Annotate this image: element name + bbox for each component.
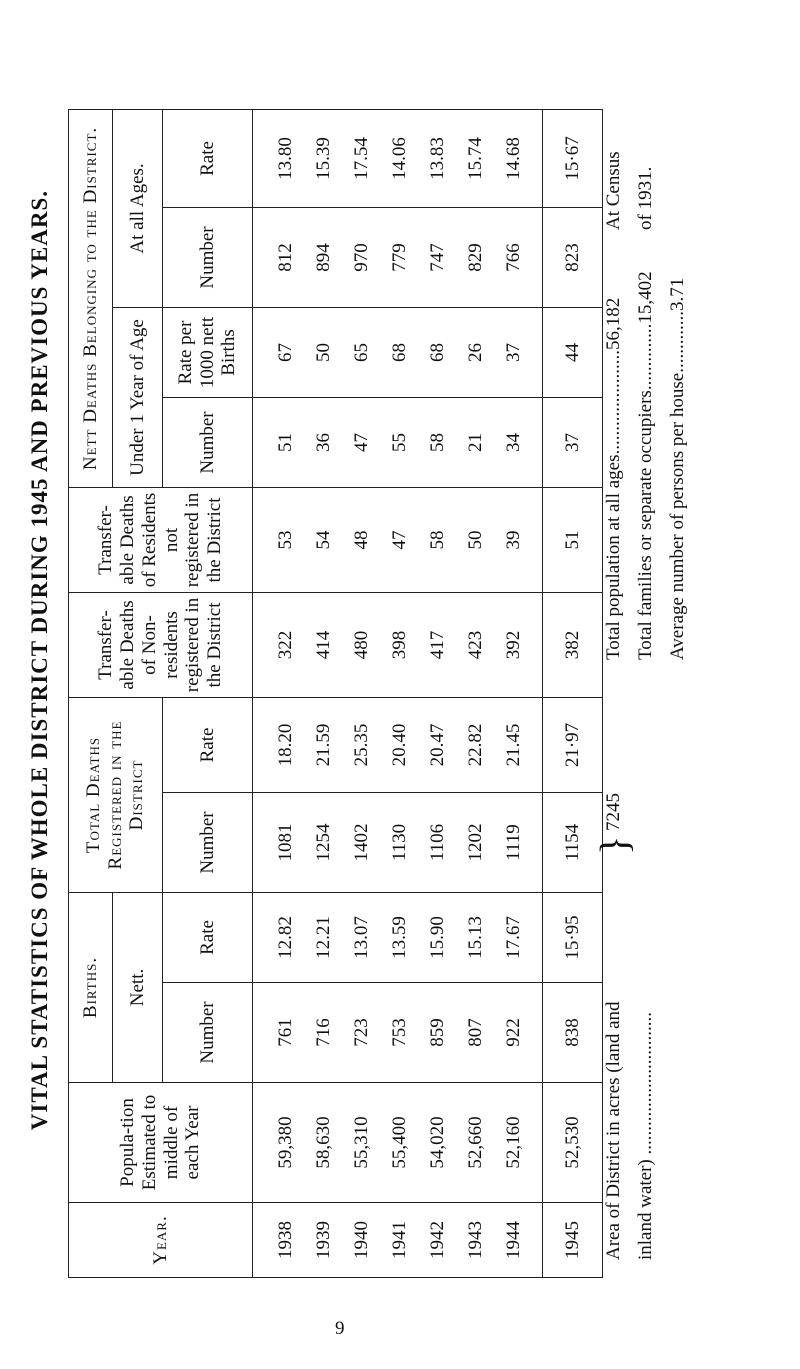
cell-births-number: 838 [543, 983, 603, 1083]
census-line-1: At Census [603, 151, 624, 230]
population-column-cell: 59,380 58,630 55,310 55,400 54,020 52,660 52,160 [253, 1083, 543, 1203]
year-header: Year. [69, 1203, 253, 1278]
cell-transfer-residents: 51 [543, 487, 603, 592]
year-column-cell: 1938 1939 1940 1941 1942 1943 1944 [253, 1203, 543, 1278]
births-header: Births. [69, 892, 113, 1082]
under1-rate-header: Rate per 1000 nett Births [163, 307, 253, 397]
families-label: Total families or separate occupiers.............. [635, 323, 656, 660]
vital-statistics-table-wrapper [68, 110, 603, 1278]
births-nett-header: Nett. [113, 892, 163, 1082]
average-value: 3.71 [667, 277, 688, 312]
all-ages-number-column-cell: 812 894 970 779 747 829 766 [253, 207, 543, 307]
page-number: 9 [335, 1318, 345, 1339]
all-ages-header: At all Ages. [113, 109, 163, 307]
all-ages-rate-header: Rate [163, 109, 253, 207]
table-row-1945 [543, 109, 603, 1277]
area-line-1: Area of District in acres (land and [603, 1001, 624, 1260]
births-number-column-cell: 761 716 723 753 859 807 922 [253, 983, 543, 1083]
table-row [253, 109, 543, 1277]
cell-transfer-nonresidents: 382 [543, 592, 603, 697]
census-line-2: of 1931. [635, 166, 656, 230]
nett-deaths-header: Nett Deaths Belonging to the District. [69, 109, 113, 487]
cell-year: 1945 [543, 1203, 603, 1278]
cell-total-deaths-number: 1154 [543, 792, 603, 892]
births-rate-column-cell: 12.82 12.21 13.07 13.59 15.90 15.13 17.67 [253, 892, 543, 982]
under1-number-column-cell: 51 36 47 55 58 21 34 [253, 397, 543, 487]
cell-all-ages-number: 823 [543, 207, 603, 307]
under1-header: Under 1 Year of Age [113, 307, 163, 487]
under1-rate-column-cell: 67 50 65 68 68 26 37 [253, 307, 543, 397]
cell-under1-number: 37 [543, 397, 603, 487]
area-value: 7245 [603, 793, 624, 832]
population-value: 56,182 [603, 297, 624, 350]
transfer-residents-header: Transfer-able Deaths of Residents not registered in the District [69, 487, 253, 592]
area-statement [591, 700, 662, 1260]
cell-all-ages-rate: 15·67 [543, 109, 603, 207]
cell-births-rate: 15·95 [543, 892, 603, 982]
page-title: VITAL STATISTICS OF WHOLE DISTRICT DURING 1945 AND PREVIOUS YEARS. [27, 189, 52, 1131]
transfer-nonresidents-header: Transfer-able Deaths of Non-residents registered in the District [69, 592, 253, 697]
total-deaths-number-header: Number [163, 792, 253, 892]
total-deaths-number-column-cell: 1081 1254 1402 1130 1106 1202 1119 [253, 792, 543, 892]
cell-total-deaths-rate: 21·97 [543, 697, 603, 792]
transfer-residents-column-cell: 53 54 48 47 58 50 39 [253, 487, 543, 592]
cell-population: 52,530 [543, 1083, 603, 1203]
population-label: Total population at all ages...................... [603, 349, 624, 660]
population-header: Popula-tion Estimated to middle of each Year [69, 1083, 253, 1203]
all-ages-number-header: Number [163, 207, 253, 307]
total-deaths-header: Total Deaths Registered in the District [69, 697, 163, 892]
transfer-nonresidents-column-cell: 322 414 480 398 417 423 392 [253, 592, 543, 697]
under1-number-header: Number [163, 397, 253, 487]
total-deaths-rate-header: Rate [163, 697, 253, 792]
all-ages-rate-column-cell: 13.80 15.39 17.54 14.06 13.83 15.74 14.68 [253, 109, 543, 207]
area-brace: } 7245 [591, 793, 637, 855]
births-number-header: Number [163, 983, 253, 1083]
area-line-2: inland water) .............................. [635, 1011, 656, 1260]
cell-under1-rate: 44 [543, 307, 603, 397]
total-deaths-rate-column-cell: 18.20 21.59 25.35 20.40 20.47 22.82 21.45 [253, 697, 543, 792]
vital-statistics-table [68, 109, 603, 1278]
average-label: Average number of persons per house............. [667, 311, 688, 660]
footnote [591, 60, 798, 1260]
births-rate-header: Rate [163, 892, 253, 982]
census-note [598, 80, 662, 230]
families-value: 15,402 [635, 271, 656, 324]
